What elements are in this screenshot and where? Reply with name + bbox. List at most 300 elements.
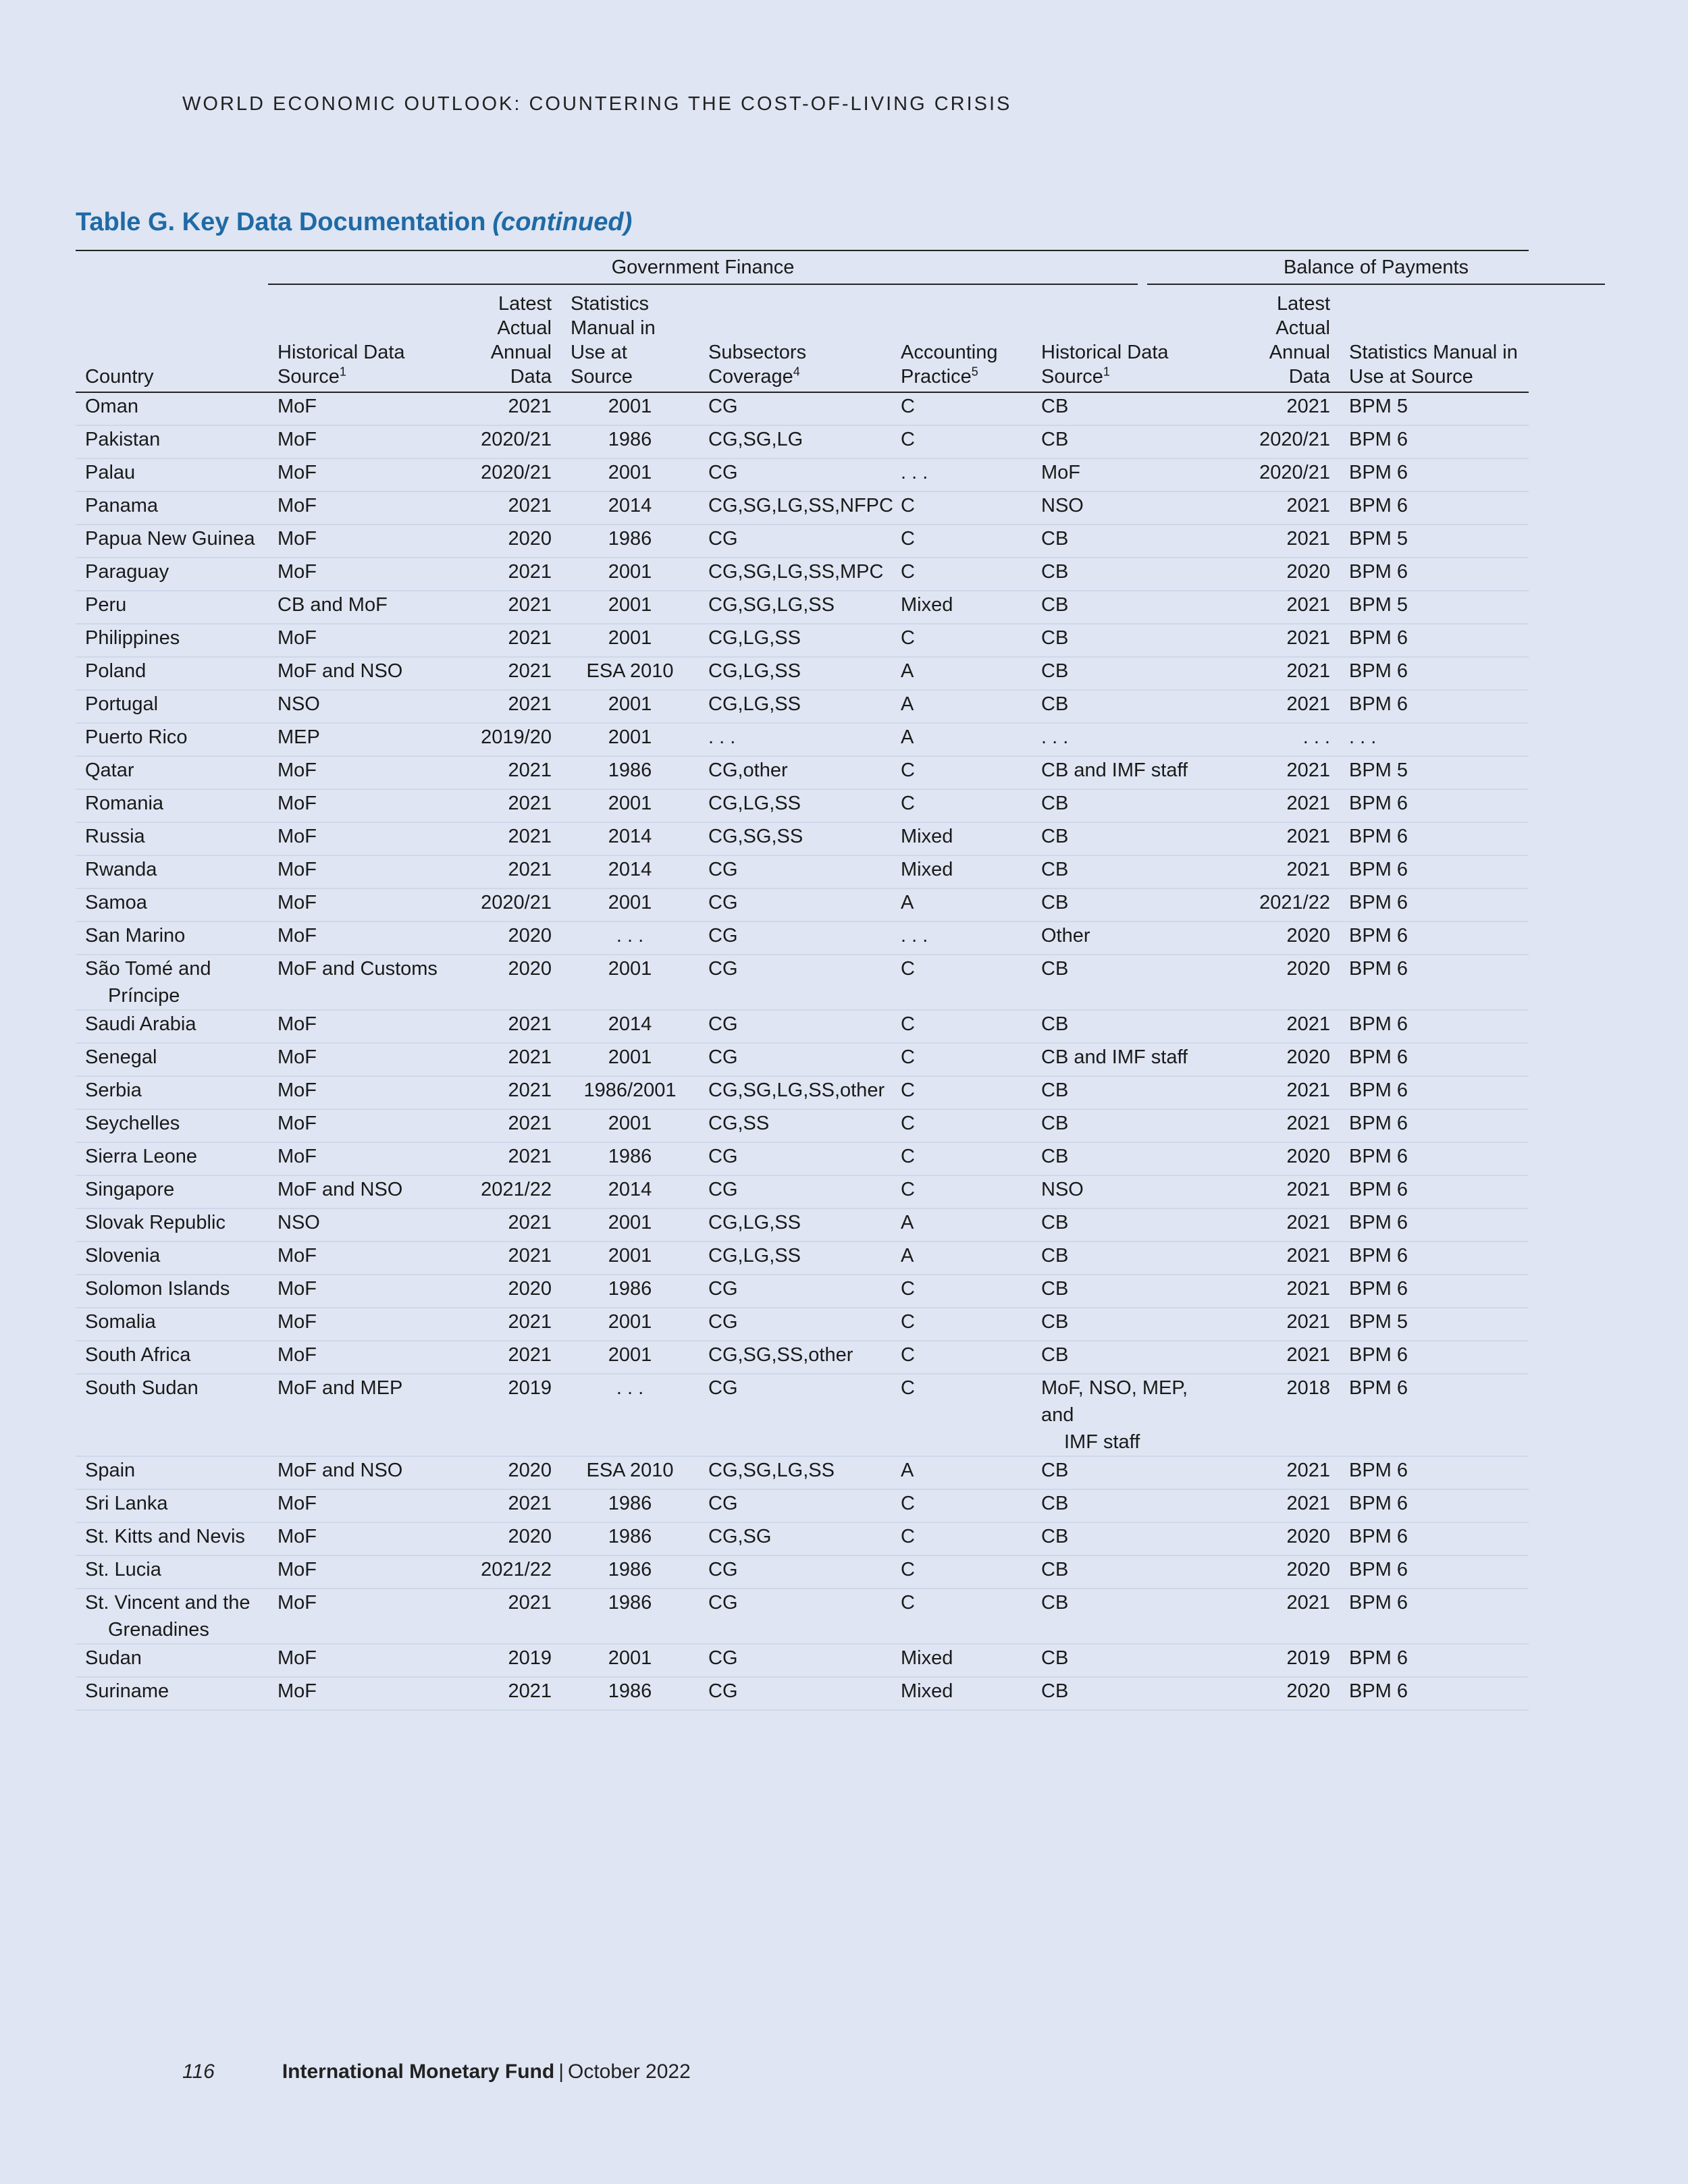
cell-bop-manual: BPM 6 [1340,1043,1529,1076]
cell-gf-manual: 2001 [561,888,699,922]
table-title [76,208,632,237]
cell-gf-source: MoF [268,1043,449,1076]
cell-subsectors: CG [699,922,891,955]
cell-subsectors: CG,SS [699,1109,891,1142]
cell-gf-latest: 2021 [449,624,561,657]
cell-bop-latest: 2021 [1222,1589,1340,1644]
cell-country: Suriname [76,1677,268,1710]
cell-gf-manual: 1986 [561,1589,699,1644]
cell-country: San Marino [76,922,268,955]
cell-bop-source: CB [1032,888,1222,922]
cell-bop-manual: BPM 6 [1340,1489,1529,1522]
cell-bop-manual: BPM 5 [1340,756,1529,789]
cell-bop-source: CB [1032,789,1222,822]
cell-country: Sudan [76,1644,268,1677]
cell-subsectors: CG,LG,SS [699,690,891,723]
cell-gf-manual: 2001 [561,1308,699,1341]
cell-gf-latest: 2021 [449,1010,561,1043]
cell-gf-latest: 2020/21 [449,458,561,491]
cell-gf-latest: 2021 [449,822,561,855]
cell-country: Serbia [76,1076,268,1109]
cell-bop-manual: BPM 6 [1340,657,1529,690]
cell-bop-latest: 2020 [1222,1043,1340,1076]
table-row [76,1555,1529,1589]
cell-gf-manual: 2001 [561,458,699,491]
cell-country: Sierra Leone [76,1142,268,1175]
table-row [76,1109,1529,1142]
cell-country: Somalia [76,1308,268,1341]
cell-country: Russia [76,822,268,855]
cell-country: Paraguay [76,558,268,591]
cell-bop-manual: BPM 6 [1340,1456,1529,1489]
cell-bop-latest: 2020 [1222,558,1340,591]
cell-accounting: C [891,1076,1032,1109]
footer-organization: International Monetary Fund [282,2060,555,2083]
cell-accounting: Mixed [891,822,1032,855]
cell-subsectors: CG [699,1555,891,1589]
cell-accounting: C [891,1341,1032,1374]
group-header-row [76,251,1529,285]
cell-bop-source: CB and IMF staff [1032,1043,1222,1076]
cell-bop-manual: BPM 6 [1340,822,1529,855]
table-row [76,723,1529,756]
cell-bop-source: CB [1032,1456,1222,1489]
table-row [76,657,1529,690]
page-number: 116 [182,2060,215,2083]
cell-accounting: C [891,1522,1032,1555]
table-row [76,789,1529,822]
cell-accounting: . . . [891,922,1032,955]
cell-gf-source: MoF [268,1589,449,1644]
cell-bop-latest: 2021 [1222,1242,1340,1275]
cell-gf-manual: 2001 [561,1644,699,1677]
cell-bop-source: Other [1032,922,1222,955]
footer-date: October 2022 [567,2060,691,2083]
cell-country: South Sudan [76,1374,268,1456]
cell-subsectors: CG [699,1489,891,1522]
cell-gf-latest: 2020/21 [449,888,561,922]
cell-subsectors: CG [699,1677,891,1710]
cell-bop-latest: 2020 [1222,922,1340,955]
cell-country: Singapore [76,1175,268,1208]
cell-bop-manual: BPM 6 [1340,1644,1529,1677]
cell-gf-latest: 2021 [449,591,561,624]
cell-gf-source: MoF and MEP [268,1374,449,1456]
cell-gf-source: NSO [268,1208,449,1242]
cell-subsectors: CG,SG,SS [699,822,891,855]
cell-bop-manual: BPM 6 [1340,1175,1529,1208]
cell-bop-manual: BPM 6 [1340,1589,1529,1644]
cell-bop-manual: BPM 6 [1340,922,1529,955]
cell-bop-source: CB [1032,1208,1222,1242]
cell-subsectors: CG,LG,SS [699,1208,891,1242]
cell-gf-manual: 2001 [561,392,699,425]
cell-accounting: C [891,1010,1032,1043]
col-bop-source: Historical Data Source$^1$ [1032,285,1222,392]
cell-bop-source: CB [1032,624,1222,657]
cell-bop-latest: 2021 [1222,491,1340,525]
cell-gf-latest: 2019/20 [449,723,561,756]
cell-gf-source: MoF [268,855,449,888]
col-gf-manual: Statistics Manual in Use at Source [561,285,699,392]
cell-gf-manual: 2001 [561,690,699,723]
footer-separator: | [558,2060,564,2083]
cell-gf-latest: 2021 [449,789,561,822]
cell-bop-latest: 2021 [1222,1275,1340,1308]
cell-country: Senegal [76,1043,268,1076]
cell-gf-source: MoF and Customs [268,955,449,1010]
cell-accounting: A [891,1208,1032,1242]
cell-bop-source: CB [1032,1644,1222,1677]
cell-accounting: Mixed [891,591,1032,624]
cell-bop-manual: BPM 6 [1340,1275,1529,1308]
cell-country: St. Kitts and Nevis [76,1522,268,1555]
table-row [76,756,1529,789]
cell-gf-manual: 1986 [561,1142,699,1175]
col-gf-accounting: Accounting Practice$^5$ [891,285,1032,392]
cell-gf-manual: 2014 [561,491,699,525]
cell-gf-latest: 2020 [449,1275,561,1308]
cell-accounting: C [891,1142,1032,1175]
cell-country-continuation: Príncipe [108,985,180,1007]
cell-gf-manual: . . . [561,1374,699,1456]
cell-subsectors: CG [699,458,891,491]
cell-gf-source: MoF [268,822,449,855]
cell-gf-source: MoF [268,458,449,491]
cell-country: Peru [76,591,268,624]
cell-gf-manual: 1986 [561,1489,699,1522]
cell-bop-latest: 2021 [1222,591,1340,624]
cell-accounting: A [891,657,1032,690]
cell-subsectors: CG [699,1589,891,1644]
cell-accounting: C [891,955,1032,1010]
cell-gf-latest: 2020/21 [449,425,561,458]
cell-gf-manual: . . . [561,922,699,955]
cell-gf-source: MoF [268,1275,449,1308]
cell-country: Seychelles [76,1109,268,1142]
cell-subsectors: CG,SG,LG [699,425,891,458]
cell-bop-manual: BPM 6 [1340,789,1529,822]
cell-bop-manual: BPM 6 [1340,1374,1529,1456]
cell-bop-source: MoF, NSO, MEP, and IMF staff [1032,1374,1222,1456]
cell-gf-source: MoF [268,756,449,789]
cell-bop-latest: 2021 [1222,1208,1340,1242]
cell-country: Philippines [76,624,268,657]
col-country: Country [76,285,268,392]
cell-accounting: C [891,1308,1032,1341]
cell-bop-manual: BPM 6 [1340,1522,1529,1555]
cell-bop-source: CB [1032,1275,1222,1308]
table-row [76,591,1529,624]
cell-gf-latest: 2021 [449,855,561,888]
cell-subsectors: CG,LG,SS [699,1242,891,1275]
cell-gf-source: NSO [268,690,449,723]
cell-bop-latest: 2021 [1222,657,1340,690]
cell-bop-manual: BPM 6 [1340,425,1529,458]
table-row [76,1374,1529,1456]
cell-gf-source: MoF [268,1644,449,1677]
cell-country-continuation: Grenadines [108,1619,209,1641]
key-data-table [76,285,1529,1711]
cell-accounting: Mixed [891,1644,1032,1677]
cell-accounting: C [891,1043,1032,1076]
cell-gf-manual: 2001 [561,1043,699,1076]
table-row [76,1275,1529,1308]
cell-gf-latest: 2021/22 [449,1175,561,1208]
cell-gf-manual: 1986 [561,1677,699,1710]
cell-gf-latest: 2021 [449,1677,561,1710]
cell-accounting: . . . [891,458,1032,491]
cell-bop-manual: BPM 6 [1340,558,1529,591]
column-header-row [76,285,1529,392]
cell-gf-latest: 2021 [449,690,561,723]
table-row [76,1010,1529,1043]
table-row [76,392,1529,425]
cell-country: Romania [76,789,268,822]
cell-country: Palau [76,458,268,491]
cell-bop-source: CB [1032,425,1222,458]
cell-bop-manual: BPM 6 [1340,1109,1529,1142]
cell-gf-latest: 2019 [449,1644,561,1677]
cell-country: Qatar [76,756,268,789]
cell-gf-latest: 2021 [449,1076,561,1109]
cell-gf-latest: 2021 [449,1308,561,1341]
cell-gf-source: MoF and NSO [268,657,449,690]
table-row [76,1456,1529,1489]
cell-gf-latest: 2021/22 [449,1555,561,1589]
cell-bop-latest: 2021 [1222,1489,1340,1522]
cell-bop-manual: BPM 6 [1340,1076,1529,1109]
table-row [76,1208,1529,1242]
cell-bop-latest: 2018 [1222,1374,1340,1456]
cell-gf-latest: 2021 [449,1589,561,1644]
cell-country: Sri Lanka [76,1489,268,1522]
cell-bop-source: NSO [1032,491,1222,525]
cell-bop-latest: 2021 [1222,1456,1340,1489]
cell-country: Saudi Arabia [76,1010,268,1043]
cell-bop-latest: 2020 [1222,1677,1340,1710]
cell-gf-latest: 2020 [449,955,561,1010]
table-row [76,491,1529,525]
cell-gf-source: MoF [268,1677,449,1710]
cell-bop-latest: 2020 [1222,955,1340,1010]
cell-gf-source: MoF [268,491,449,525]
cell-gf-manual: 2014 [561,1010,699,1043]
cell-gf-latest: 2020 [449,1456,561,1489]
cell-subsectors: . . . [699,723,891,756]
cell-subsectors: CG,other [699,756,891,789]
cell-gf-source: MoF [268,1341,449,1374]
cell-subsectors: CG [699,525,891,558]
cell-gf-latest: 2021 [449,657,561,690]
table-row [76,822,1529,855]
cell-bop-source: . . . [1032,723,1222,756]
cell-accounting: C [891,1555,1032,1589]
cell-gf-source: MoF and NSO [268,1175,449,1208]
table-row [76,690,1529,723]
cell-accounting: C [891,756,1032,789]
cell-bop-latest: 2021 [1222,392,1340,425]
cell-subsectors: CG,LG,SS [699,624,891,657]
cell-bop-source: CB [1032,1589,1222,1644]
cell-bop-latest: 2020 [1222,1522,1340,1555]
cell-subsectors: CG,SG,SS,other [699,1341,891,1374]
cell-gf-latest: 2021 [449,1341,561,1374]
table-row [76,1522,1529,1555]
cell-bop-latest: 2021 [1222,822,1340,855]
cell-bop-manual: BPM 6 [1340,1242,1529,1275]
cell-bop-source: CB [1032,690,1222,723]
cell-accounting: C [891,1374,1032,1456]
cell-gf-manual: 1986 [561,1555,699,1589]
cell-subsectors: CG,SG,LG,SS,other [699,1076,891,1109]
cell-subsectors: CG [699,1043,891,1076]
cell-gf-manual: 1986 [561,525,699,558]
cell-bop-source: CB [1032,392,1222,425]
cell-bop-source: CB [1032,1522,1222,1555]
table-row [76,1142,1529,1175]
cell-gf-latest: 2021 [449,1142,561,1175]
cell-accounting: Mixed [891,1677,1032,1710]
col-gf-latest: Latest Actual Annual Data [449,285,561,392]
cell-country: Panama [76,491,268,525]
cell-gf-manual: 2001 [561,789,699,822]
cell-bop-latest: 2021 [1222,1109,1340,1142]
cell-country: Samoa [76,888,268,922]
cell-bop-source: CB and IMF staff [1032,756,1222,789]
cell-bop-latest: 2020/21 [1222,458,1340,491]
cell-bop-manual: BPM 6 [1340,1555,1529,1589]
cell-accounting: C [891,624,1032,657]
cell-gf-manual: 1986 [561,756,699,789]
page-footer [182,2060,691,2083]
table-body [76,392,1529,1710]
cell-bop-source: CB [1032,591,1222,624]
cell-country: Spain [76,1456,268,1489]
cell-gf-manual: 1986 [561,425,699,458]
running-head: WORLD ECONOMIC OUTLOOK: COUNTERING THE COST-OF-LIVING CRISIS [182,93,1012,115]
cell-bop-manual: BPM 6 [1340,1010,1529,1043]
table-row [76,425,1529,458]
cell-subsectors: CG [699,1175,891,1208]
cell-gf-source: MoF [268,789,449,822]
cell-gf-latest: 2021 [449,1109,561,1142]
cell-bop-manual: BPM 5 [1340,525,1529,558]
cell-bop-manual: BPM 6 [1340,690,1529,723]
col-gf-subsectors: Subsectors Coverage$^4$ [699,285,891,392]
cell-bop-manual: BPM 6 [1340,1142,1529,1175]
cell-gf-manual: ESA 2010 [561,1456,699,1489]
table-row [76,855,1529,888]
cell-gf-latest: 2021 [449,491,561,525]
table-row [76,922,1529,955]
table-row [76,458,1529,491]
table-row [76,1043,1529,1076]
cell-gf-source: MoF [268,1489,449,1522]
cell-subsectors: CG,SG,LG,SS,MPC [699,558,891,591]
cell-bop-latest: 2021 [1222,756,1340,789]
cell-gf-source: MEP [268,723,449,756]
cell-gf-source: CB and MoF [268,591,449,624]
cell-subsectors: CG [699,1644,891,1677]
cell-subsectors: CG,SG,LG,SS [699,1456,891,1489]
cell-gf-latest: 2021 [449,1489,561,1522]
cell-bop-manual: BPM 6 [1340,458,1529,491]
cell-country: São Tomé and Príncipe [76,955,268,1010]
cell-bop-manual: . . . [1340,723,1529,756]
cell-bop-latest: 2021 [1222,525,1340,558]
cell-gf-manual: 2014 [561,1175,699,1208]
table-row [76,1175,1529,1208]
table-row [76,1589,1529,1644]
cell-bop-source: CB [1032,1109,1222,1142]
cell-bop-manual: BPM 6 [1340,1208,1529,1242]
cell-bop-source: CB [1032,1489,1222,1522]
cell-gf-source: MoF [268,392,449,425]
group-government-finance: Government Finance [268,251,1138,285]
cell-accounting: C [891,1589,1032,1644]
cell-bop-source: CB [1032,558,1222,591]
cell-subsectors: CG [699,1010,891,1043]
cell-bop-latest: 2020 [1222,1555,1340,1589]
table-row [76,1242,1529,1275]
table-row [76,1489,1529,1522]
cell-bop-source: CB [1032,1142,1222,1175]
cell-accounting: C [891,525,1032,558]
cell-gf-manual: 2001 [561,1208,699,1242]
cell-gf-latest: 2021 [449,1043,561,1076]
cell-country: South Africa [76,1341,268,1374]
cell-bop-latest: 2020/21 [1222,425,1340,458]
cell-subsectors: CG [699,855,891,888]
table-row [76,1076,1529,1109]
cell-gf-latest: 2020 [449,525,561,558]
cell-bop-latest: 2021 [1222,1341,1340,1374]
cell-country: St. Lucia [76,1555,268,1589]
table-row [76,558,1529,591]
cell-gf-source: MoF [268,624,449,657]
cell-gf-source: MoF [268,1142,449,1175]
cell-gf-source: MoF [268,1076,449,1109]
cell-accounting: C [891,1109,1032,1142]
cell-gf-source: MoF [268,425,449,458]
cell-gf-latest: 2020 [449,922,561,955]
cell-subsectors: CG,SG,LG,SS [699,591,891,624]
cell-country: Poland [76,657,268,690]
cell-bop-manual: BPM 5 [1340,1308,1529,1341]
cell-gf-manual: 2001 [561,1341,699,1374]
cell-gf-manual: 2001 [561,558,699,591]
cell-bop-latest: 2021 [1222,855,1340,888]
cell-bop-manual: BPM 6 [1340,1677,1529,1710]
cell-accounting: C [891,491,1032,525]
cell-bop-source: CB [1032,1341,1222,1374]
cell-country: Rwanda [76,855,268,888]
cell-accounting: C [891,789,1032,822]
cell-subsectors: CG [699,888,891,922]
cell-bop-source: CB [1032,955,1222,1010]
cell-gf-source: MoF [268,558,449,591]
cell-country: Portugal [76,690,268,723]
cell-accounting: C [891,1275,1032,1308]
cell-bop-manual: BPM 6 [1340,491,1529,525]
cell-accounting: C [891,1489,1032,1522]
cell-country: Slovak Republic [76,1208,268,1242]
cell-gf-source: MoF [268,888,449,922]
cell-bop-latest: 2019 [1222,1644,1340,1677]
cell-bop-source: CB [1032,1010,1222,1043]
cell-bop-latest: . . . [1222,723,1340,756]
